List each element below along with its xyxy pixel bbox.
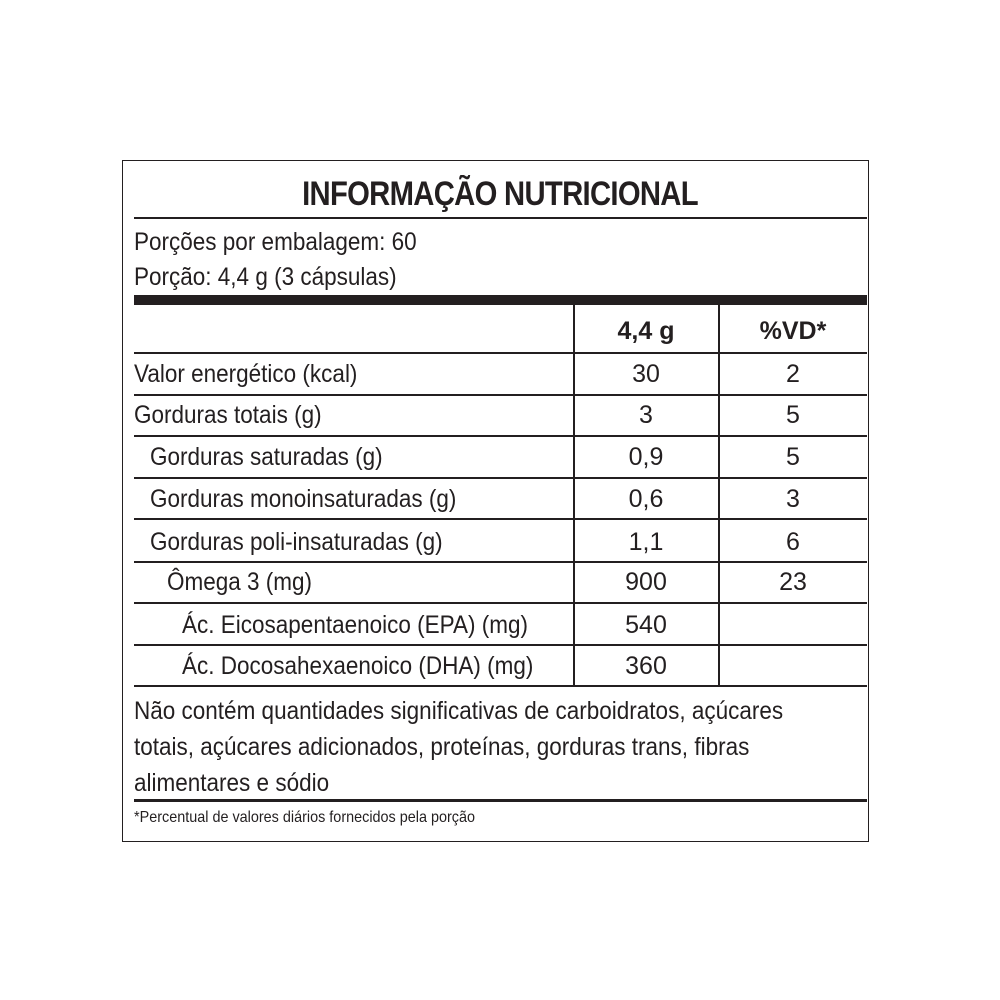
row-divider [134,435,867,437]
footnote-divider [134,799,867,802]
nutrient-name: Gorduras saturadas (g) [150,443,383,471]
thick-divider [134,295,867,305]
row-divider [134,394,867,396]
title-divider [134,217,867,219]
serving-size: Porção: 4,4 g (3 cápsulas) [134,263,397,291]
row-divider [134,352,867,354]
nutrient-amount: 0,6 [628,485,664,513]
nutrient-name: Gorduras monoinsaturadas (g) [150,485,457,513]
nutrient-name: Gorduras totais (g) [134,401,322,429]
nutrient-dv: 5 [786,443,800,471]
servings-per-package: Porções por embalagem: 60 [134,228,417,256]
nutrient-name: Ác. Eicosapentaenoico (EPA) (mg) [182,611,528,639]
note-line: alimentares e sódio [134,769,330,797]
nutrient-name: Valor energético (kcal) [134,360,358,388]
row-divider [134,644,867,646]
nutrient-amount: 900 [625,568,667,596]
row-divider [134,518,867,520]
footnote: *Percentual de valores diários fornecidos pela porção [134,809,476,826]
nutrient-dv: 2 [786,360,800,388]
nutrient-name: Ác. Docosahexaenoico (DHA) (mg) [182,652,534,680]
nutrient-name: Gorduras poli-insaturadas (g) [150,528,443,556]
nutrient-amount: 360 [625,652,667,680]
row-divider [134,477,867,479]
row-divider [134,685,867,687]
nutrient-dv: 6 [786,528,800,556]
nutrient-name: Ômega 3 (mg) [167,568,313,596]
row-divider [134,561,867,563]
nutrient-dv: 23 [779,568,807,596]
row-divider [134,602,867,604]
nutrient-dv: 5 [786,401,800,429]
column-header-amount: 4,4 g [617,317,675,345]
nutrient-dv: 3 [786,485,800,513]
nutrient-amount: 3 [639,401,653,429]
note-line: totais, açúcares adicionados, proteínas, gorduras trans, fibras [134,733,750,761]
nutrient-amount: 540 [625,611,667,639]
nutrient-amount: 1,1 [628,528,664,556]
nutrient-amount: 0,9 [628,443,664,471]
note-line: Não contém quantidades significativas de carboidratos, açúcares [134,697,784,725]
label-title: INFORMAÇÃO NUTRICIONAL [302,175,698,213]
column-header-dv: %VD* [759,317,827,345]
nutrient-amount: 30 [632,360,660,388]
